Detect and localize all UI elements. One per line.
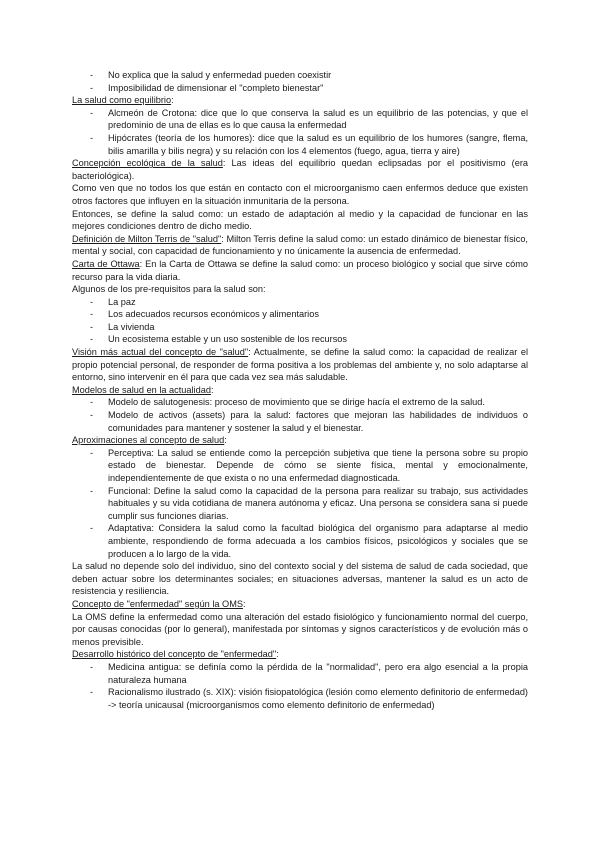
list-item: - Racionalismo ilustrado (s. XIX): visión fisiopatológica (lesión como elemento definitorio de enfermedad) -> teoría unicausal (microorganismos como elemento definitorio de enfermedad) xyxy=(72,686,528,711)
heading-text: Desarrollo histórico del concepto de "enfermedad" xyxy=(72,649,277,660)
list-item: - Hipócrates (teoría de los humores): dice que la salud es un equilibrio de los humores (sangre, flema, bilis amarilla y bilis negra) y su relación con los 4 elementos (fuego, agua, tierra y aire) xyxy=(72,132,528,157)
list-item: - Imposibilidad de dimensionar el "completo bienestar" xyxy=(72,82,528,95)
heading-text: Definición de Milton Terris de "salud" xyxy=(72,233,222,244)
paragraph: Entonces, se define la salud como: un estado de adaptación al medio y la capacidad de funcionar en las mejores condiciones dentro de dicho medio. xyxy=(72,208,528,232)
desarrollo-list xyxy=(72,661,528,711)
modelos-list xyxy=(72,396,528,434)
heading-text: Carta de Ottawa xyxy=(72,258,140,269)
paragraph-terris: Definición de Milton Terris de "salud": Milton Terris define la salud como: un estado dinámico de bienestar físico, mental y social, con capacidad de funcionamiento y no únicamente la ausencia de enfermedad. xyxy=(72,233,528,257)
heading-text: Modelos de salud en la actualidad xyxy=(72,384,211,395)
paragraph-ottawa: Carta de Ottawa: En la Carta de Ottawa se define la salud como: un proceso biológico y social que sirve cómo recurso para la vida diaria. xyxy=(72,258,528,282)
section-heading-desarrollo: Desarrollo histórico del concepto de "enfermedad": xyxy=(72,649,279,660)
list-item: - La vivienda xyxy=(72,321,528,334)
list-item: - Perceptiva: La salud se entiende como la percepción subjetiva que tiene la persona sobre su propio estado de bienestar. Depende de cómo se siente física, mental y emocionalmente, independientemente de que exista o no una enfermedad diagnosticada. xyxy=(72,447,528,485)
list-item: - Alcmeón de Crotona: dice que lo que conserva la salud es un equilibrio de las potencias, y que el predominio de una de ellas es lo que causa la enfermedad xyxy=(72,107,528,132)
list-item: - Un ecosistema estable y un uso sostenible de los recursos xyxy=(72,333,528,346)
heading-text: Concepto de "enfermedad" según la OMS xyxy=(72,598,243,609)
list-item: - Funcional: Define la salud como la capacidad de la persona para realizar su trabajo, sus actividades habituales y su vida cotidiana de manera autónoma y eficaz. Una persona se considera sana si puede cumplir sus funciones diarias. xyxy=(72,485,528,523)
heading-text: La salud como equilibrio xyxy=(72,95,172,106)
section-heading-equilibrio: La salud como equilibrio: xyxy=(72,95,174,106)
section-heading-oms: Concepto de "enfermedad" según la OMS: xyxy=(72,598,246,609)
section-heading-modelos: Modelos de salud en la actualidad: xyxy=(72,384,214,395)
list-item: - La paz xyxy=(72,296,528,309)
prereq-intro: Algunos de los pre-requisitos para la salud son: xyxy=(72,284,266,295)
heading-text: Aproximaciones al concepto de salud xyxy=(72,435,225,446)
heading-text: Visión más actual del concepto de "salud" xyxy=(72,347,249,358)
list-item: - Modelo de activos (assets) para la salud: factores que mejoran las habilidades de individuos o comunidades para mantener y sostener la salud y el bienestar. xyxy=(72,409,528,434)
list-item: - Modelo de salutogenesis: proceso de movimiento que se dirige hacía el extremo de la salud. xyxy=(72,396,528,409)
limitations-list xyxy=(72,69,528,94)
paragraph-vision: Visión más actual del concepto de "salud": Actualmente, se define la salud como: la capacidad de realizar el propio potencial personal, de responder de forma positiva a los problemas del ambiente y, no solo adaptarse al entorno, sino intervenir en él para que cada vez sea más saludable. xyxy=(72,347,528,383)
heading-text: Concepción ecológica de la salud xyxy=(72,158,223,169)
list-item: - No explica que la salud y enfermedad pueden coexistir xyxy=(72,69,528,82)
prereq-list xyxy=(72,296,528,346)
paragraph: Como ven que no todos los que están en contacto con el microorganismo caen enfermos deduce que existen otros factores que influyen en la situación inmunitaria de la persona. xyxy=(72,183,528,206)
aproximaciones-list xyxy=(72,447,528,560)
document-page xyxy=(72,69,528,711)
list-item: - Medicina antigua: se definía como la pérdida de la "normalidad", pero era algo esencial a la propia naturaleza humana xyxy=(72,661,528,686)
paragraph-oms: La OMS define la enfermedad como una alteración del estado fisiológico y funcionamiento normal del cuerpo, por causas conocidas (por lo general), manifestada por síntomas y signos característicos y de evolución más o menos previsible. xyxy=(72,611,528,647)
paragraph: La salud no depende solo del individuo, sino del contexto social y del sistema de salud de cada sociedad, que deben actuar sobre los determinantes sociales; en situaciones adversas, mantener la salud es un acto de resistencia y resiliencia. xyxy=(72,561,528,597)
section-heading-aproximaciones: Aproximaciones al concepto de salud: xyxy=(72,435,227,446)
list-item: - Adaptativa: Considera la salud como la facultad biológica del organismo para adaptarse al medio ambiente, respondiendo de forma adecuada a los cambios físicos, psicológicos y sociales que se producen a lo largo de la vida. xyxy=(72,522,528,560)
list-item: - Los adecuados recursos económicos y alimentarios xyxy=(72,308,528,321)
equilibrio-list xyxy=(72,107,528,157)
paragraph-ecologica: Concepción ecológica de la salud: Las ideas del equilibrio quedan eclipsadas por el positivismo (era bacteriológica). xyxy=(72,158,528,181)
